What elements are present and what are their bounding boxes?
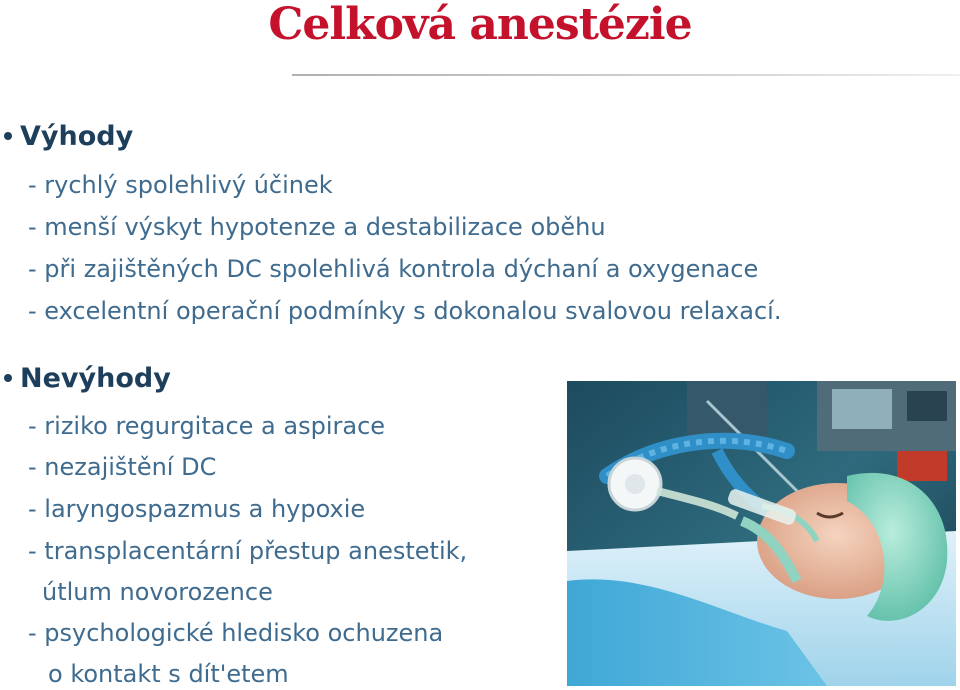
advantage-item: - menší výskyt hypotenze a destabilizace oběhu [28, 213, 606, 241]
bullet-icon [4, 374, 12, 382]
advantage-item: - rychlý spolehlivý účinek [28, 171, 333, 199]
disadvantage-item-continuation: o kontakt s dít'etem [48, 660, 289, 688]
advantage-item: - při zajištěných DC spolehlivá kontrola dýchaní a oxygenace [28, 255, 759, 283]
disadvantage-item: - laryngospazmus a hypoxie [28, 495, 366, 523]
patient-under-anesthesia-photo [567, 381, 956, 686]
disadvantage-item: - riziko regurgitace a aspirace [28, 412, 386, 440]
disadvantage-item: - transplacentární přestup anestetik, [28, 537, 468, 565]
title-divider [292, 74, 960, 76]
advantages-heading [4, 122, 133, 152]
bullet-icon [4, 132, 12, 140]
disadvantage-item: - psychologické hledisko ochuzena [28, 619, 444, 647]
disadvantage-item: - nezajištění DC [28, 453, 217, 481]
disadvantages-heading [4, 364, 171, 394]
disadvantage-item-continuation: útlum novorozence [42, 578, 273, 606]
advantages-heading-text: Výhody [20, 121, 134, 152]
disadvantages-heading-text: Nevýhody [20, 363, 171, 394]
slide-title: Celková anestézie [268, 0, 692, 50]
advantage-item: - excelentní operační podmínky s dokonalou svalovou relaxací. [28, 297, 782, 325]
